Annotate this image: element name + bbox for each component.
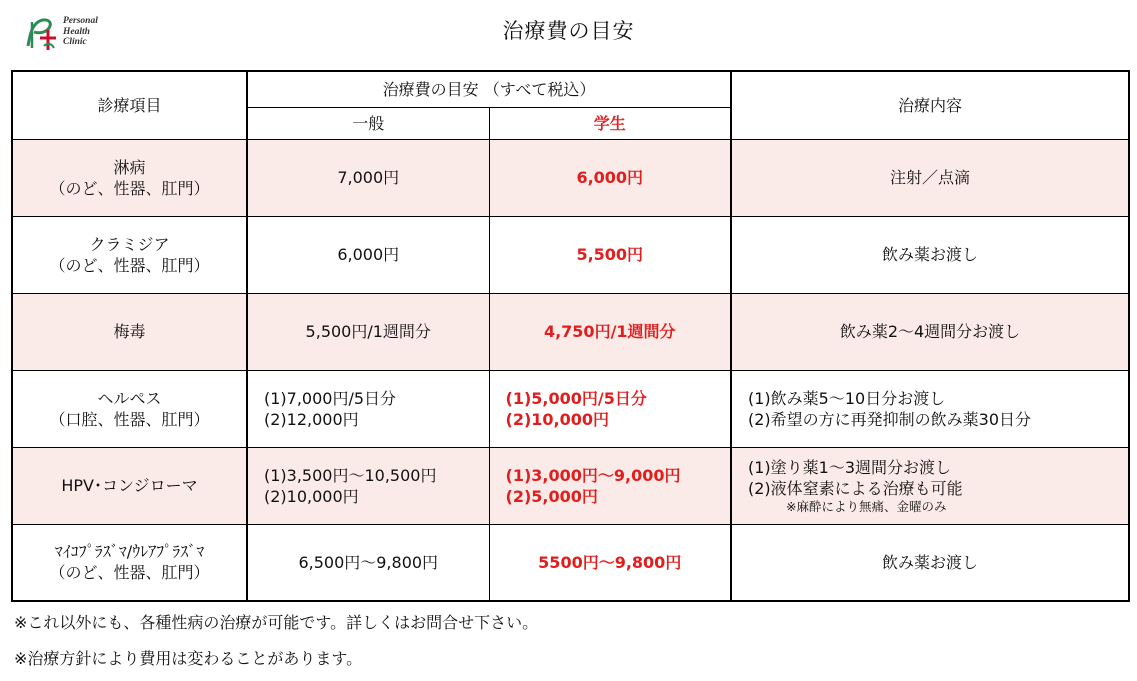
table-row: [12, 370, 1129, 447]
header-cost-group: 治療費の目安 （すべて税込）: [247, 71, 731, 107]
price-line: (1)5,000円/5日分: [505, 388, 647, 408]
item-sub: （口腔、性器、肛門）: [49, 409, 210, 429]
header-item: 診療項目: [12, 71, 247, 139]
item-name: 淋病: [113, 157, 146, 177]
page-title: 治療費の目安: [502, 19, 635, 43]
treatment-content: [731, 447, 1129, 524]
content-line: (2)液体窒素による治療も可能: [748, 478, 963, 498]
price-line: (1)3,500円～10,500円: [264, 465, 437, 485]
content-note: ※麻酔により無痛、金曜のみ: [786, 498, 947, 514]
logo-line: Personal: [63, 16, 98, 26]
treatment-content: 飲み薬お渡し: [731, 524, 1129, 601]
logo-line: Health: [63, 26, 90, 37]
general-price: 6,000円: [247, 216, 489, 293]
price-line: (2)10,000円: [264, 486, 359, 506]
student-price: [489, 370, 731, 447]
price-line: (1)3,000円～9,000円: [505, 465, 681, 485]
table-row: [12, 216, 1129, 293]
content-line: (1)飲み薬5～10日分お渡し: [748, 388, 946, 408]
student-price: 4,750円/1週間分: [489, 293, 731, 370]
price-line: (1)7,000円/5日分: [264, 388, 397, 408]
general-price: [247, 447, 489, 524]
table-row: [12, 293, 1129, 370]
item-cell: [12, 524, 247, 601]
treatment-content: 飲み薬お渡し: [731, 216, 1129, 293]
logo-line: Clinic: [63, 37, 87, 47]
price-line: (2)10,000円: [505, 409, 610, 429]
price-line: (2)12,000円: [264, 409, 359, 429]
footnote: ※治療方針により費用は変わることがあります。: [14, 649, 363, 668]
content-line: (1)塗り薬1～3週間分お渡し: [748, 457, 952, 477]
item-cell: [12, 370, 247, 447]
student-price: 6,000円: [489, 139, 731, 216]
general-price: [247, 370, 489, 447]
student-price: [489, 447, 731, 524]
fee-table: [11, 70, 1130, 602]
content-line: (2)希望の方に再発抑制の飲み薬30日分: [748, 409, 1032, 429]
footnote: ※これ以外にも、各種性病の治療が可能です。詳しくはお問合せ下さい。: [14, 613, 539, 632]
item-cell: [12, 216, 247, 293]
header-content: 治療内容: [731, 71, 1129, 139]
item-sub: （のど、性器、肛門）: [49, 255, 210, 275]
table-row: [12, 524, 1129, 601]
treatment-content: 注射／点滴: [731, 139, 1129, 216]
item-name: 梅毒: [113, 322, 146, 341]
general-price: 7,000円: [247, 139, 489, 216]
header-student: 学生: [489, 107, 731, 139]
table-row: [12, 139, 1129, 216]
item-cell: [12, 447, 247, 524]
treatment-content: [731, 370, 1129, 447]
item-name: ﾏｲｺﾌﾟﾗｽﾞﾏ/ｳﾚｱﾌﾟﾗｽﾞﾏ: [54, 542, 205, 562]
general-price: 5,500円/1週間分: [247, 293, 489, 370]
item-name: クラミジア: [89, 234, 170, 254]
student-price: 5500円～9,800円: [489, 524, 731, 601]
item-name: HPV･コンジローマ: [61, 476, 198, 495]
general-price: 6,500円～9,800円: [247, 524, 489, 601]
item-name: ヘルペス: [97, 388, 162, 408]
student-price: 5,500円: [489, 216, 731, 293]
price-line: (2)5,000円: [505, 486, 598, 506]
header-general: 一般: [247, 107, 489, 139]
fee-table-container: [11, 70, 1130, 602]
item-sub: （のど、性器、肛門）: [49, 563, 210, 583]
item-sub: （のど、性器、肛門）: [49, 178, 210, 198]
item-cell: [12, 293, 247, 370]
treatment-content: 飲み薬2～4週間分お渡し: [731, 293, 1129, 370]
table-row: [12, 447, 1129, 524]
item-cell: [12, 139, 247, 216]
